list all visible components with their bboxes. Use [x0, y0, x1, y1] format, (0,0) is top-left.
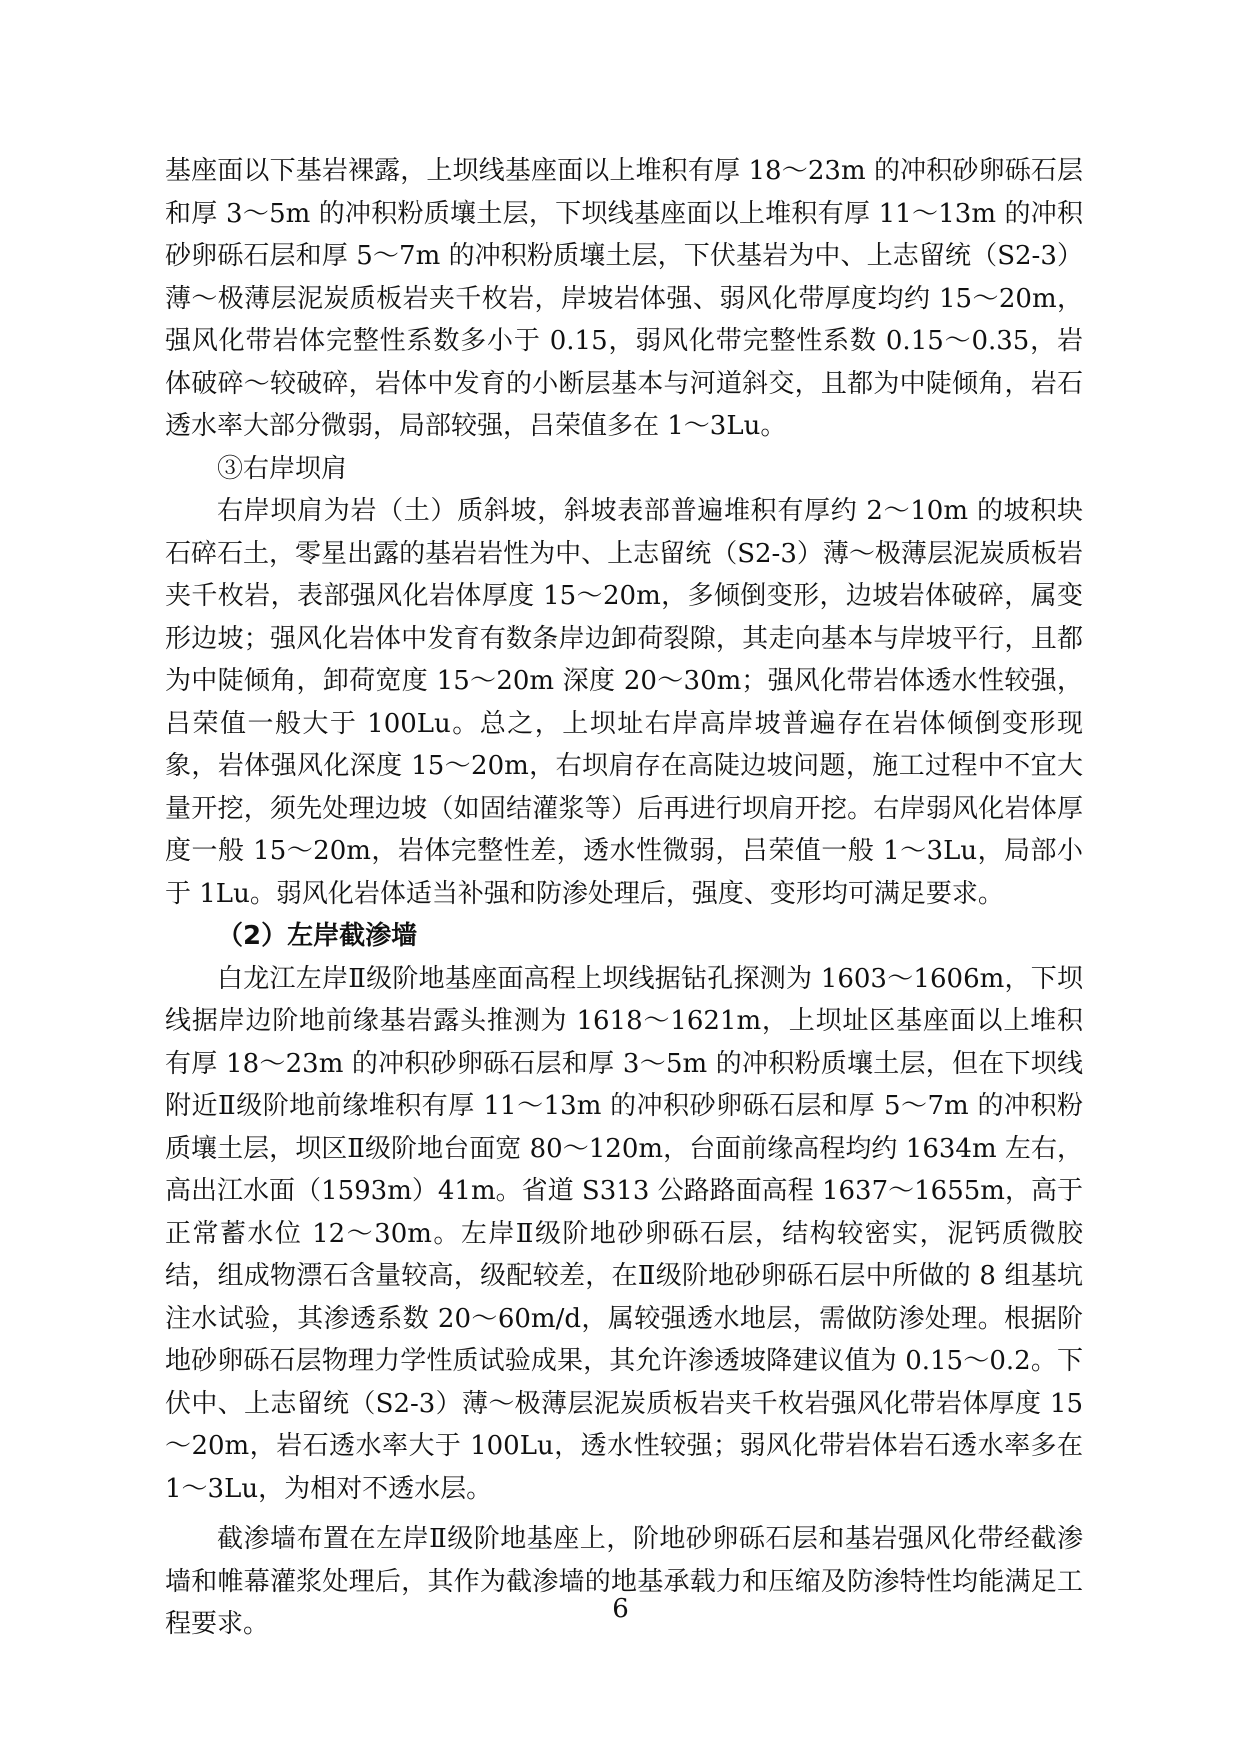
page-number: 6 [612, 1594, 629, 1624]
body-text [165, 150, 1083, 1646]
paragraph-left-terrace: 白龙江左岸Ⅱ级阶地基座面高程上坝线据钻孔探测为 1603～1606m，下坝线据岸边阶地前缘基岩露头推测为 1618～1621m，上坝址区基座面以上堆积有厚 18～23m 的冲积砂卵砾石层和厚 3～5m 的冲积粉质壤土层，但在下坝线附近Ⅱ级阶地前缘堆积有厚 11～13m 的冲积砂卵砾石层和厚 5～7m 的冲积粉质壤土层，坝区Ⅱ级阶地台面宽 80～120m，台面前缘高程均约 1634m 左右，高出江水面（1593m）41m。省道 S313 公路路面高程 1637～1655m，高于正常蓄水位 12～30m。左岸Ⅱ级阶地砂卵砾石层，结构较密实，泥钙质微胶结，组成物漂石含量较高，级配较差，在Ⅱ级阶地砂卵砾石层中所做的 8 组基坑注水试验，其渗透系数 20～60m/d，属较强透水地层，需做防渗处理。根据阶地砂卵砾石层物理力学性质试验成果，其允许渗透坡降建议值为 0.15～0.2。下伏中、上志留统（S2-3）薄～极薄层泥炭质板岩夹千枚岩强风化带岩体厚度 15～20m，岩石透水率大于 100Lu，透水性较强；弱风化带岩体岩石透水率多在 1～3Lu，为相对不透水层。 [165, 963, 1083, 1504]
paragraph-bedrock-description: 基座面以下基岩裸露，上坝线基座面以上堆积有厚 18～23m 的冲积砂卵砾石层和厚 3～5m 的冲积粉质壤土层，下坝线基座面以上堆积有厚 11～13m 的冲积砂卵砾石层和厚 5～7m 的冲积粉质壤土层，下伏基岩为中、上志留统（S2-3）薄～极薄层泥炭质板岩夹千枚岩，岸坡岩体强、弱风化带厚度均约 15～20m，强风化带岩体完整性系数多小于 0.15，弱风化带完整性系数 0.15～0.35，岩体破碎～较破碎，岩体中发育的小断层基本与河道斜交，且都为中陡倾角，岩石透水率大部分微弱，局部较强，吕荣值多在 1～3Lu。 [165, 156, 1083, 441]
section-heading-left-cutoff-wall: （2）左岸截渗墙 [217, 921, 418, 951]
item-heading-right-abutment: ③右岸坝肩 [217, 453, 348, 484]
paragraph-right-abutment: 右岸坝肩为岩（土）质斜坡，斜坡表部普遍堆积有厚约 2～10m 的坡积块石碎石土，零星出露的基岩岩性为中、上志留统（S2-3）薄～极薄层泥炭质板岩夹千枚岩，表部强风化岩体厚度 15～20m，多倾倒变形，边坡岩体破碎，属变形边坡；强风化岩体中发育有数条岸边卸荷裂隙，其走向基本与岸坡平行，且都为中陡倾角，卸荷宽度 15～20m 深度 20～30m；强风化带岩体透水性较强，吕荣值一般大于 100Lu。总之，上坝址右岸高岸坡普遍存在岩体倾倒变形现象，岩体强风化深度 15～20m，右坝肩存在高陡边坡问题，施工过程中不宜大量开挖，须先处理边坡（如固结灌浆等）后再进行坝肩开挖。右岸弱风化岩体厚度一般 15～20m，岩体完整性差，透水性微弱，吕荣值一般 1～3Lu，局部小于 1Lu。弱风化岩体适当补强和防渗处理后，强度、变形均可满足要求。 [165, 496, 1083, 909]
paragraph-cutoff-wall-conclusion: 截渗墙布置在左岸Ⅱ级阶地基座上，阶地砂卵砾石层和基岩强风化带经截渗墙和帷幕灌浆处理后，其作为截渗墙的地基承载力和压缩及防渗特性均能满足工程要求。 [165, 1524, 1083, 1639]
